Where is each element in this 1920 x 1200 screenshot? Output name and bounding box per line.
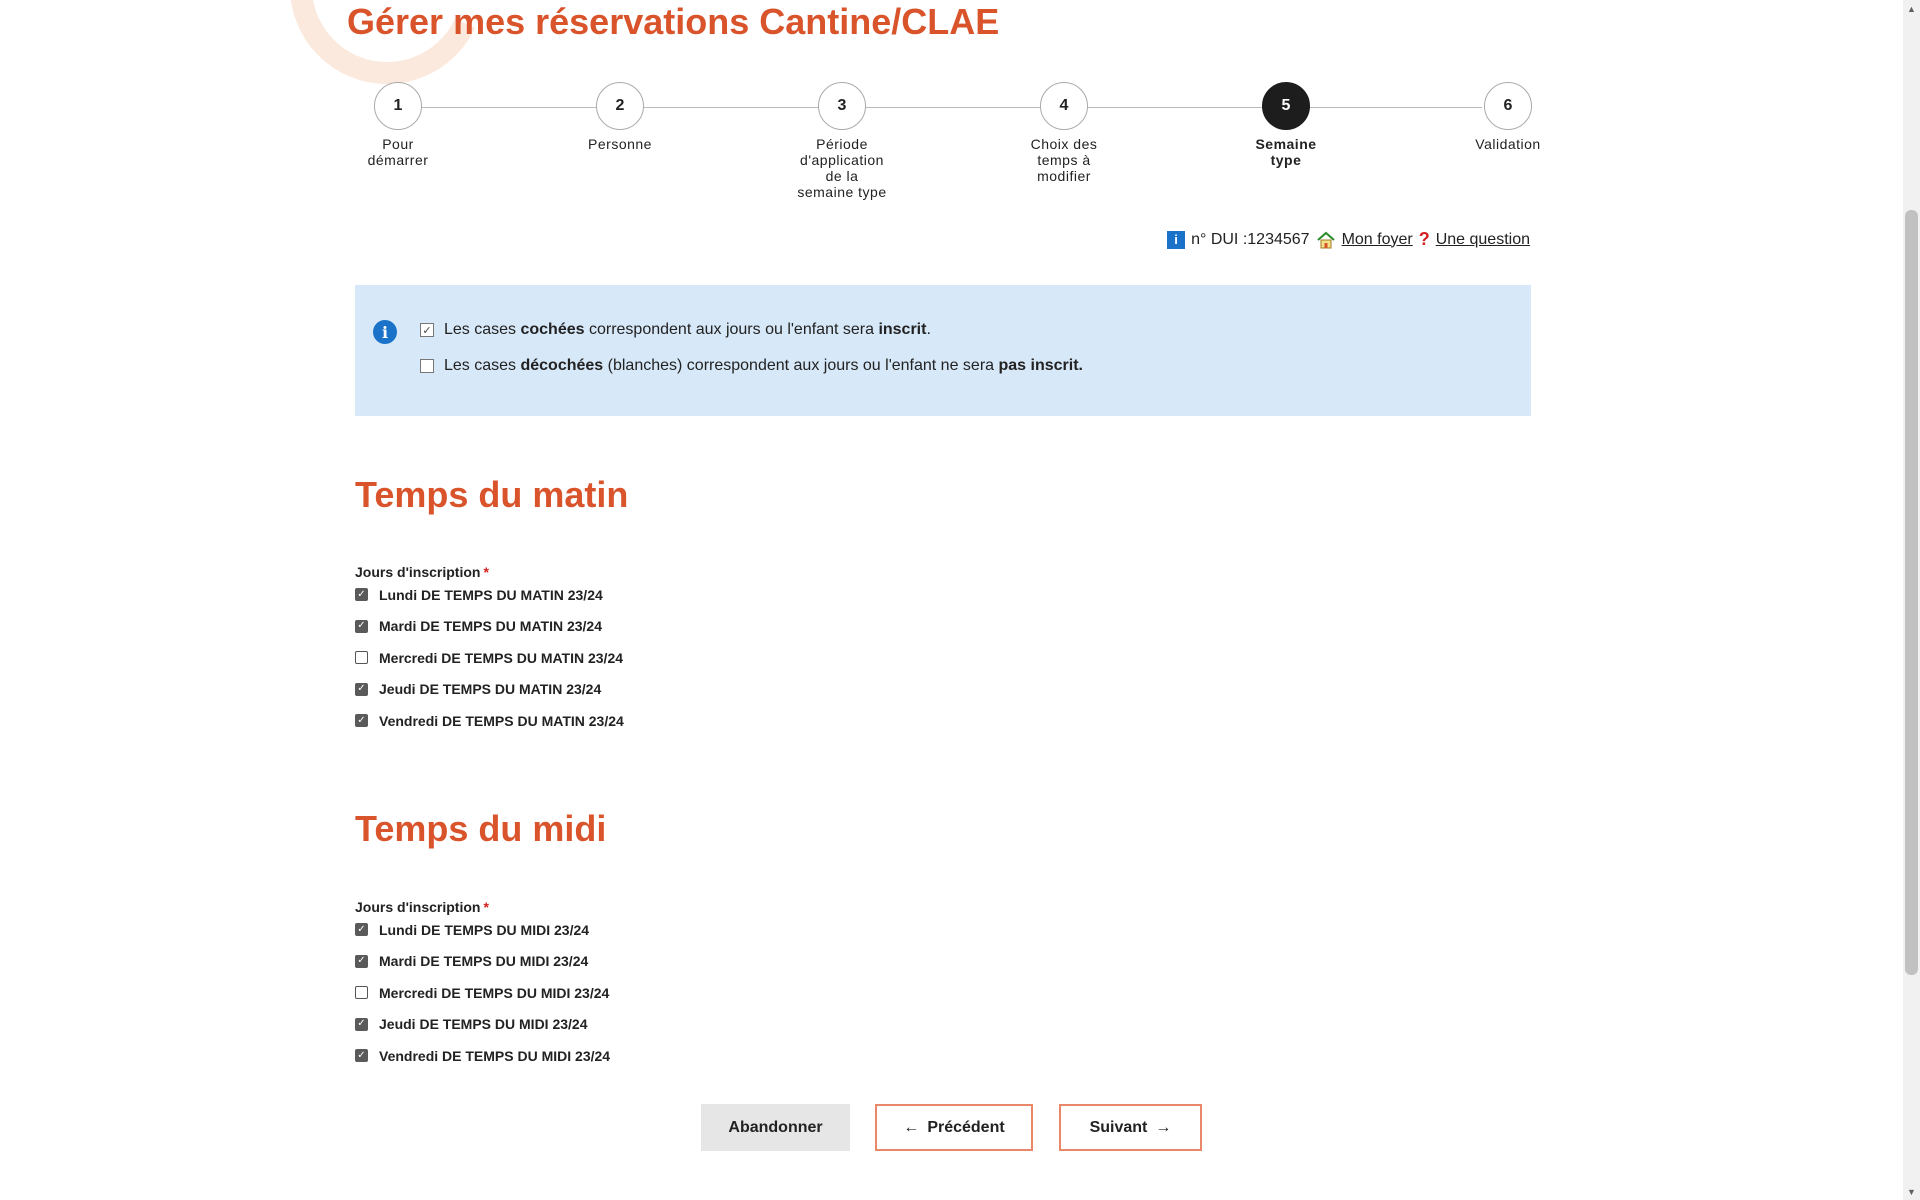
checkbox-label: Mardi DE TEMPS DU MIDI 23/24 — [379, 953, 589, 970]
checkbox[interactable] — [355, 714, 368, 727]
checkbox-jeudi-midi[interactable] — [355, 1009, 610, 1041]
checkbox-mercredi-midi[interactable] — [355, 977, 610, 1009]
step-label: Pour démarrer — [367, 136, 429, 168]
step-label: Choix des temps à modifier — [1030, 136, 1098, 184]
checkbox[interactable] — [355, 1018, 368, 1031]
step-label: Personne — [588, 136, 652, 152]
step-2 — [550, 82, 690, 152]
checkbox-lundi-matin[interactable] — [355, 579, 624, 611]
step-circle: 5 — [1262, 82, 1310, 130]
checkbox[interactable] — [355, 651, 368, 664]
info-line-unchecked — [420, 357, 1083, 375]
checkbox-lundi-midi[interactable] — [355, 914, 610, 946]
info-line-checked — [420, 321, 931, 339]
checkbox-mardi-matin[interactable] — [355, 611, 624, 643]
arrow-left-icon: ← — [903, 1118, 920, 1136]
une-question-link[interactable]: Une question — [1435, 230, 1530, 248]
step-circle: 4 — [1040, 82, 1088, 130]
step-circle: 6 — [1484, 82, 1532, 130]
checkbox[interactable] — [355, 923, 368, 936]
unchecked-box-icon — [420, 359, 434, 373]
arrow-right-icon: → — [1155, 1118, 1172, 1136]
field-label-matin: Jours d'inscription * — [355, 564, 489, 580]
checkbox-label: Mercredi DE TEMPS DU MATIN 23/24 — [379, 649, 624, 666]
checkbox[interactable] — [355, 620, 368, 633]
step-circle: 3 — [818, 82, 866, 130]
next-label: Suivant — [1089, 1118, 1148, 1136]
info-square-icon: i — [1167, 231, 1185, 249]
step-5 — [1216, 82, 1356, 168]
vertical-scrollbar[interactable] — [1903, 0, 1920, 1200]
step-4 — [994, 82, 1134, 184]
checkbox[interactable] — [355, 986, 368, 999]
step-3 — [772, 82, 912, 200]
checkbox-label: Jeudi DE TEMPS DU MATIN 23/24 — [379, 681, 602, 698]
progress-stepper — [330, 82, 1550, 212]
scroll-up-icon[interactable]: ▲ — [1907, 3, 1916, 14]
checkbox[interactable] — [355, 683, 368, 696]
step-1 — [328, 82, 468, 168]
mon-foyer-link[interactable]: Mon foyer — [1341, 230, 1413, 248]
checkbox-label: Jeudi DE TEMPS DU MIDI 23/24 — [379, 1016, 588, 1033]
info-box — [355, 285, 1531, 416]
checkbox-jeudi-matin[interactable] — [355, 674, 624, 706]
previous-button[interactable] — [875, 1104, 1033, 1151]
house-icon — [1316, 230, 1336, 250]
section-title-matin: Temps du matin — [355, 474, 629, 515]
abandon-label: Abandonner — [728, 1118, 823, 1136]
checkbox-mercredi-matin[interactable] — [355, 642, 624, 674]
info-circle-icon: i — [373, 320, 397, 344]
step-circle: 2 — [596, 82, 644, 130]
checkbox-label: Lundi DE TEMPS DU MIDI 23/24 — [379, 921, 590, 938]
user-info-line — [1167, 229, 1530, 250]
checkbox-label: Vendredi DE TEMPS DU MATIN 23/24 — [379, 712, 624, 729]
field-label-midi: Jours d'inscription * — [355, 899, 489, 915]
question-icon: ? — [1418, 229, 1430, 249]
abandon-button[interactable] — [701, 1104, 850, 1151]
checkbox-label: Lundi DE TEMPS DU MATIN 23/24 — [379, 586, 603, 603]
checkbox-vendredi-matin[interactable] — [355, 705, 624, 737]
checkbox-label: Mardi DE TEMPS DU MATIN 23/24 — [379, 618, 603, 635]
checkbox-list-midi — [355, 914, 610, 1072]
step-6 — [1438, 82, 1578, 152]
next-button[interactable] — [1059, 1104, 1202, 1151]
dui-number: n° DUI :1234567 — [1191, 230, 1310, 248]
info-text: Les cases cochées correspondent aux jours ou l'enfant sera inscrit. — [444, 321, 931, 338]
checkbox-list-matin — [355, 579, 624, 737]
page-title: Gérer mes réservations Cantine/CLAE — [347, 1, 1000, 42]
step-label: Validation — [1475, 136, 1541, 152]
checkbox-mardi-midi[interactable] — [355, 946, 610, 978]
checkbox[interactable] — [355, 588, 368, 601]
previous-label: Précédent — [927, 1118, 1005, 1136]
checkbox-label: Vendredi DE TEMPS DU MIDI 23/24 — [379, 1047, 611, 1064]
checkbox-vendredi-midi[interactable] — [355, 1040, 610, 1072]
scroll-thumb[interactable] — [1905, 210, 1918, 975]
step-label: Période d'application de la semaine type — [797, 136, 887, 200]
scroll-down-icon[interactable]: ▼ — [1907, 1186, 1916, 1197]
checkbox[interactable] — [355, 955, 368, 968]
info-text: Les cases décochées (blanches) correspondent aux jours ou l'enfant ne sera pas inscrit. — [444, 357, 1083, 374]
section-title-midi: Temps du midi — [355, 808, 607, 849]
step-circle: 1 — [374, 82, 422, 130]
step-label: Semaine type — [1255, 136, 1317, 168]
checkbox-label: Mercredi DE TEMPS DU MIDI 23/24 — [379, 984, 610, 1001]
checkbox[interactable] — [355, 1049, 368, 1062]
checked-box-icon: ✓ — [420, 323, 434, 337]
